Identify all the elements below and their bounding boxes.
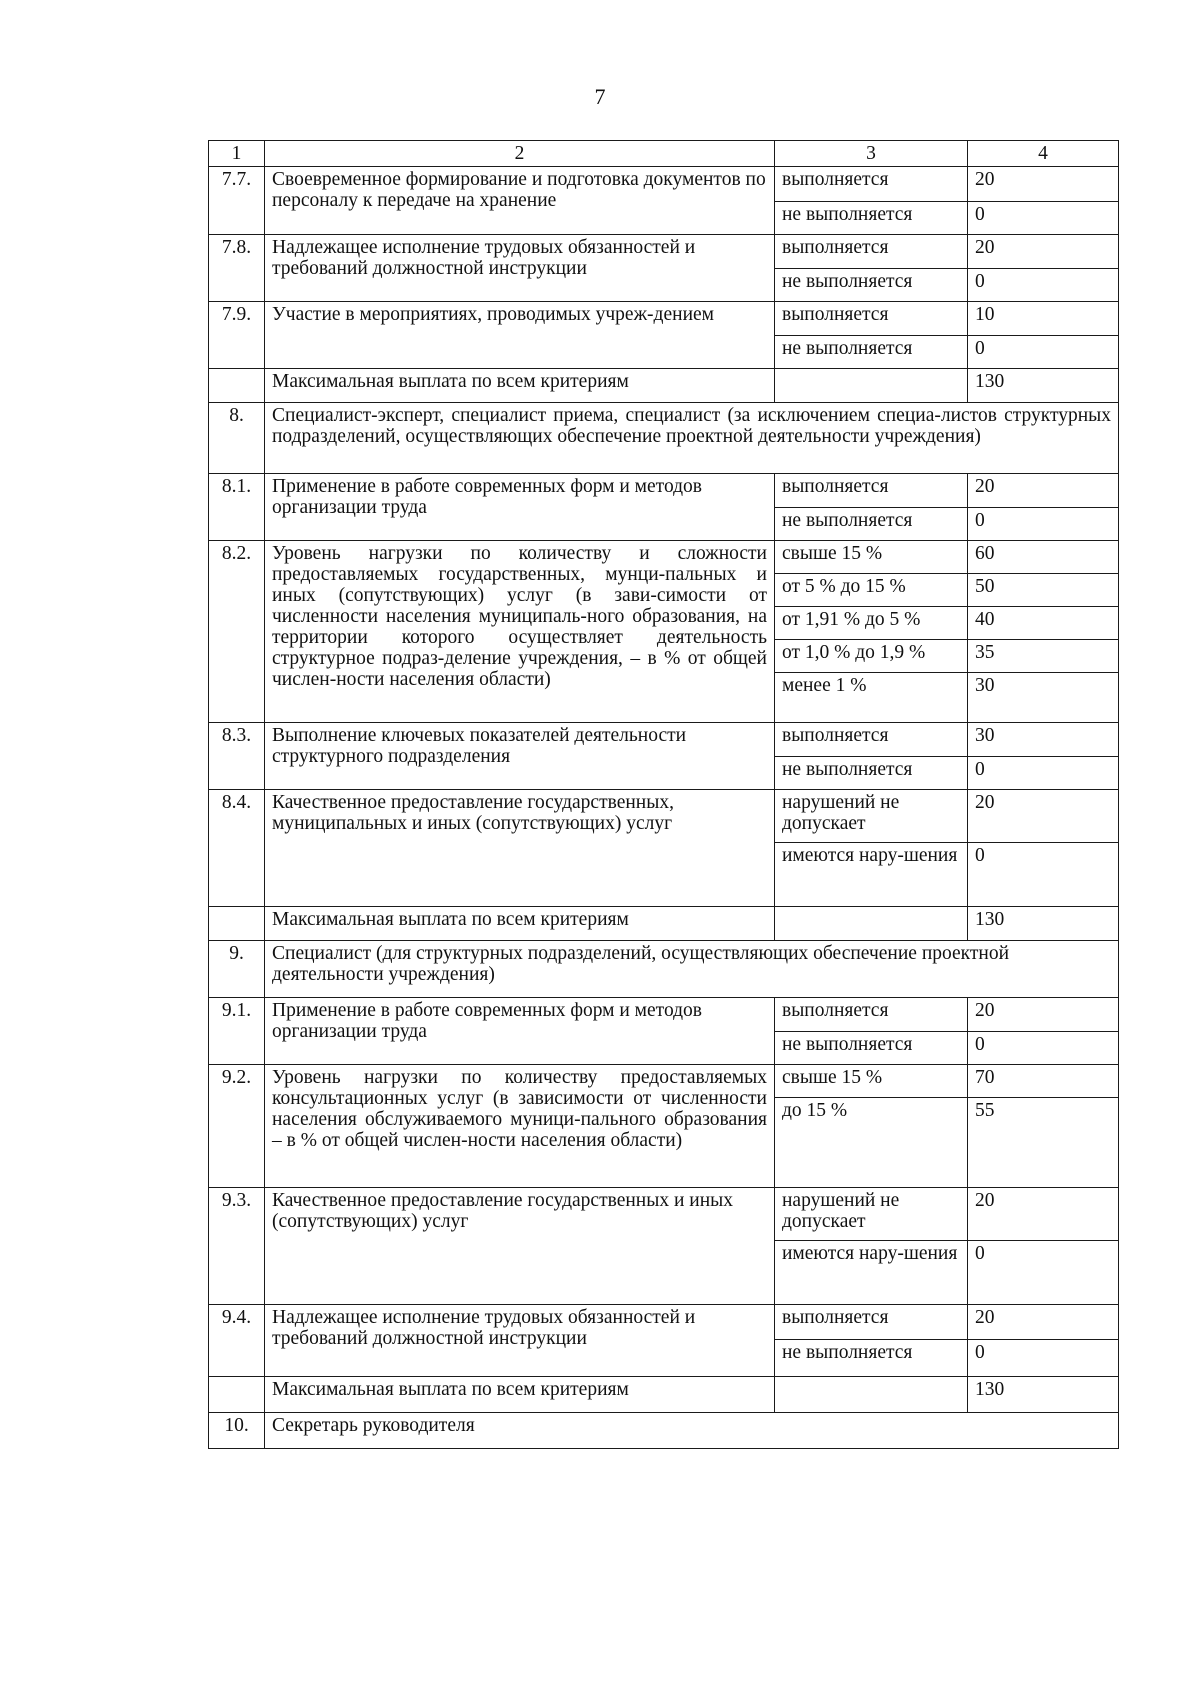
- points: 20: [968, 998, 1119, 1032]
- points: 35: [968, 640, 1119, 673]
- max-payment-value: 130: [968, 1377, 1119, 1413]
- empty-cell: [209, 1377, 265, 1413]
- points: 0: [968, 336, 1119, 369]
- section-number: 9.: [209, 941, 265, 998]
- row-number: 7.9.: [209, 302, 265, 369]
- condition: не выполняется: [775, 269, 968, 302]
- condition: не выполняется: [775, 1340, 968, 1377]
- condition: нарушений не допускает: [775, 790, 968, 843]
- condition: выполняется: [775, 235, 968, 269]
- empty-cell: [209, 907, 265, 941]
- empty-cell: [775, 369, 968, 403]
- points: 0: [968, 757, 1119, 790]
- points: 10: [968, 302, 1119, 336]
- row-number: 7.8.: [209, 235, 265, 302]
- row-number: 9.3.: [209, 1188, 265, 1305]
- criterion-text: Уровень нагрузки по количеству и сложности предоставляемых государственных, мунци-пальных и иных (сопутствующих) услуг (в зави-симости от численности населения муниципаль-ного образования, на территории которого осуществляет деятельность структурное подраз-деление учреждения, – в % от общей числен-ности населения области): [265, 541, 775, 723]
- points: 20: [968, 1305, 1119, 1340]
- points: 20: [968, 474, 1119, 508]
- header-row: [209, 141, 1119, 167]
- header-cell: 2: [265, 141, 775, 167]
- points: 0: [968, 1032, 1119, 1065]
- criterion-text: Участие в мероприятиях, проводимых учреж-дением: [265, 302, 775, 369]
- empty-cell: [775, 907, 968, 941]
- section-title: Секретарь руководителя: [265, 1413, 1119, 1449]
- section-title: Специалист (для структурных подразделений, осуществляющих обеспечение проектной деятельности учреждения): [265, 941, 1119, 998]
- table-row: [209, 790, 1119, 843]
- condition: не выполняется: [775, 757, 968, 790]
- max-payment-label: Максимальная выплата по всем критериям: [265, 907, 775, 941]
- table-row: [209, 474, 1119, 508]
- criterion-text: Надлежащее исполнение трудовых обязанностей и требований должностной инструкции: [265, 1305, 775, 1377]
- condition: до 15 %: [775, 1098, 968, 1188]
- row-number: 7.7.: [209, 167, 265, 235]
- section-row: [209, 403, 1119, 474]
- points: 20: [968, 1188, 1119, 1241]
- points: 0: [968, 1340, 1119, 1377]
- criterion-text: Качественное предоставление государственных, муниципальных и иных (сопутствующих) услуг: [265, 790, 775, 907]
- criteria-table: [208, 140, 1119, 1449]
- condition: от 1,91 % до 5 %: [775, 607, 968, 640]
- points: 20: [968, 790, 1119, 843]
- row-number: 9.2.: [209, 1065, 265, 1188]
- section-title: Специалист-эксперт, специалист приема, специалист (за исключением специа-листов структурных подразделений, осуществляющих обеспечение проектной деятельности учреждения): [265, 403, 1119, 474]
- condition: выполняется: [775, 474, 968, 508]
- table-row: [209, 235, 1119, 269]
- points: 40: [968, 607, 1119, 640]
- row-number: 8.4.: [209, 790, 265, 907]
- section-row: [209, 941, 1119, 998]
- criterion-text: Надлежащее исполнение трудовых обязанностей и требований должностной инструкции: [265, 235, 775, 302]
- criterion-text: Своевременное формирование и подготовка документов по персоналу к передаче на хранение: [265, 167, 775, 235]
- condition: не выполняется: [775, 336, 968, 369]
- table-row: [209, 1065, 1119, 1098]
- row-number: 9.1.: [209, 998, 265, 1065]
- table-row: [209, 541, 1119, 574]
- condition: от 1,0 % до 1,9 %: [775, 640, 968, 673]
- criterion-text: Применение в работе современных форм и методов организации труда: [265, 998, 775, 1065]
- criterion-text: Уровень нагрузки по количеству предоставляемых консультационных услуг (в зависимости от численности населения обслуживаемого муници-пального образования – в % от общей числен-ности населения области): [265, 1065, 775, 1188]
- row-number: 8.2.: [209, 541, 265, 723]
- points: 30: [968, 673, 1119, 723]
- points: 0: [968, 843, 1119, 907]
- points: 0: [968, 202, 1119, 235]
- condition: не выполняется: [775, 508, 968, 541]
- empty-cell: [775, 1377, 968, 1413]
- max-payment-row: [209, 907, 1119, 941]
- condition: имеются нару-шения: [775, 1241, 968, 1305]
- points: 20: [968, 235, 1119, 269]
- condition: не выполняется: [775, 1032, 968, 1065]
- condition: не выполняется: [775, 202, 968, 235]
- header-cell: 1: [209, 141, 265, 167]
- header-cell: 4: [968, 141, 1119, 167]
- condition: выполняется: [775, 302, 968, 336]
- condition: нарушений не допускает: [775, 1188, 968, 1241]
- condition: свыше 15 %: [775, 541, 968, 574]
- condition: свыше 15 %: [775, 1065, 968, 1098]
- condition: от 5 % до 15 %: [775, 574, 968, 607]
- section-row: [209, 1413, 1119, 1449]
- max-payment-label: Максимальная выплата по всем критериям: [265, 1377, 775, 1413]
- row-number: 8.3.: [209, 723, 265, 790]
- points: 50: [968, 574, 1119, 607]
- max-payment-value: 130: [968, 907, 1119, 941]
- header-cell: 3: [775, 141, 968, 167]
- criterion-text: Качественное предоставление государственных и иных (сопутствующих) услуг: [265, 1188, 775, 1305]
- points: 0: [968, 269, 1119, 302]
- table-row: [209, 302, 1119, 336]
- table-row: [209, 1188, 1119, 1241]
- page-number: 7: [594, 84, 606, 109]
- condition: выполняется: [775, 998, 968, 1032]
- condition: выполняется: [775, 1305, 968, 1340]
- criterion-text: Применение в работе современных форм и методов организации труда: [265, 474, 775, 541]
- table-row: [209, 1305, 1119, 1340]
- max-payment-label: Максимальная выплата по всем критериям: [265, 369, 775, 403]
- max-payment-row: [209, 369, 1119, 403]
- points: 0: [968, 508, 1119, 541]
- condition: выполняется: [775, 723, 968, 757]
- row-number: 9.4.: [209, 1305, 265, 1377]
- points: 55: [968, 1098, 1119, 1188]
- row-number: 8.1.: [209, 474, 265, 541]
- empty-cell: [209, 369, 265, 403]
- table-row: [209, 998, 1119, 1032]
- section-number: 10.: [209, 1413, 265, 1449]
- points: 70: [968, 1065, 1119, 1098]
- max-payment-value: 130: [968, 369, 1119, 403]
- points: 60: [968, 541, 1119, 574]
- criterion-text: Выполнение ключевых показателей деятельности структурного подразделения: [265, 723, 775, 790]
- condition: имеются нару-шения: [775, 843, 968, 907]
- condition: выполняется: [775, 167, 968, 202]
- condition: менее 1 %: [775, 673, 968, 723]
- table-row: [209, 167, 1119, 202]
- max-payment-row: [209, 1377, 1119, 1413]
- points: 30: [968, 723, 1119, 757]
- points: 0: [968, 1241, 1119, 1305]
- points: 20: [968, 167, 1119, 202]
- section-number: 8.: [209, 403, 265, 474]
- table-row: [209, 723, 1119, 757]
